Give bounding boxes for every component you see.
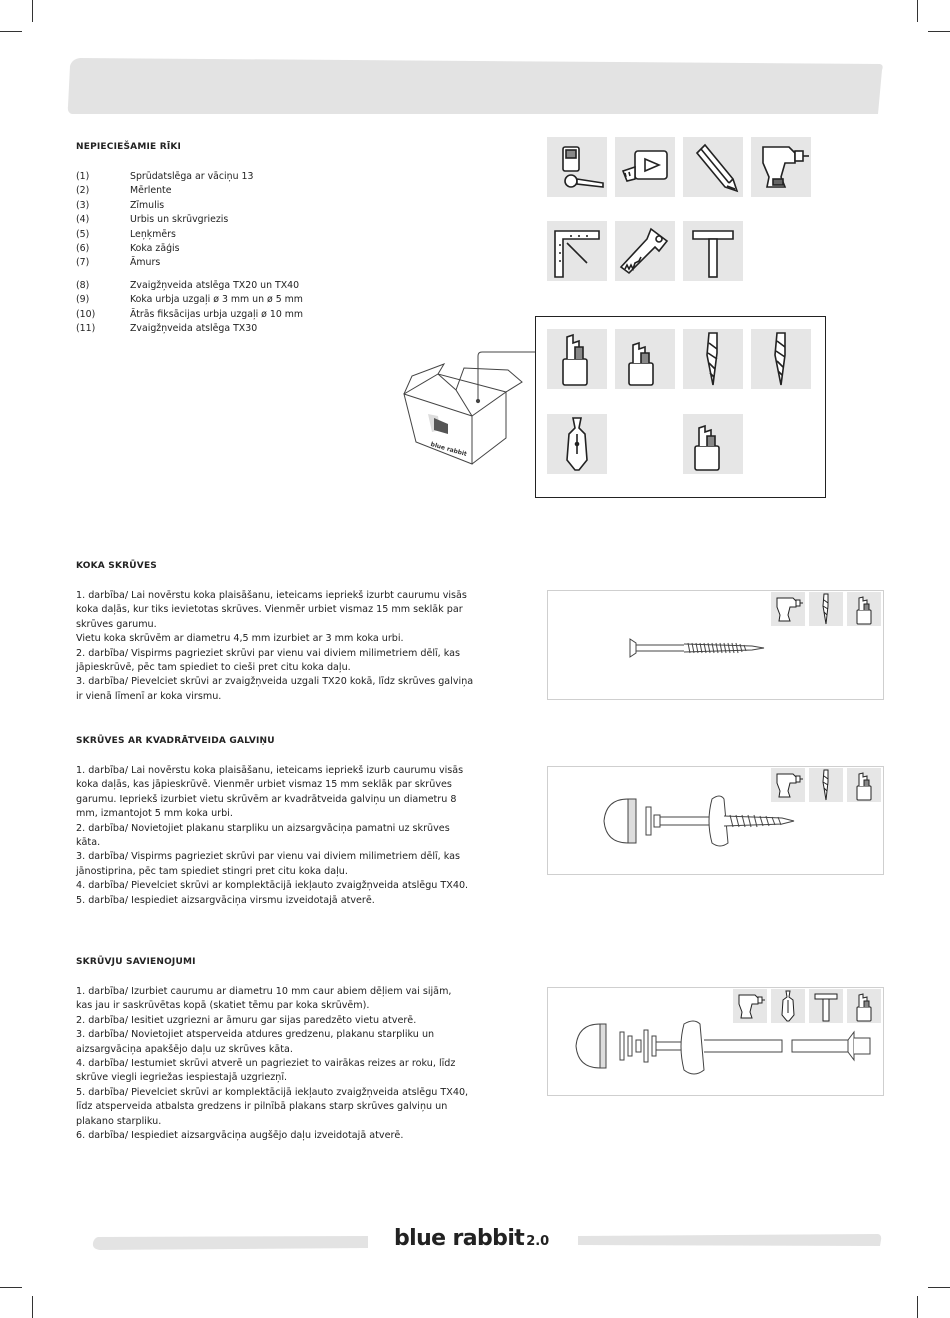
text-line: kāta. bbox=[76, 837, 101, 849]
drill-driver-icon bbox=[771, 768, 805, 802]
list-item: (1) Sprūdatslēga ar vāciņu 13 bbox=[76, 171, 254, 182]
drill-driver-icon bbox=[751, 137, 811, 197]
text-line: koka daļās, kur tiks ievietotas skrūves. Vienmēr urbiet vismaz 15 mm seklāk par bbox=[76, 604, 463, 616]
crop-mark bbox=[928, 1287, 950, 1288]
text-line: 5. darbība/ Iespiediet aizsargvāciņa virsmu izveidotajā atverē. bbox=[76, 894, 375, 906]
spade-bit-icon bbox=[547, 414, 607, 474]
crop-mark bbox=[917, 1296, 918, 1318]
wood-screw-icon bbox=[626, 633, 766, 663]
brand-name: blue rabbit bbox=[394, 1226, 525, 1251]
square-ruler-icon bbox=[547, 221, 607, 281]
text-line: 4. darbība/ Iestumiet skrūvi atverē un pagrieziet to vairākas reizes ar roku, līdz bbox=[76, 1058, 456, 1070]
text-line: 1. darbība/ Lai novērstu koka plaisāšanu, ieteicams iepriekš izurbt caurumu visās bbox=[76, 590, 467, 601]
list-item: (6) Koka zāģis bbox=[76, 242, 180, 254]
tools-list bbox=[76, 170, 303, 336]
footer-bar-right bbox=[578, 1234, 882, 1246]
crop-mark bbox=[32, 0, 33, 22]
socket-wrench-icon bbox=[547, 137, 607, 197]
text-line: 3. darbība/ Vispirms pagrieziet skrūvi par vienu vai diviem milimetriem dēlī, kas bbox=[76, 851, 461, 863]
drill-bit-icon bbox=[809, 592, 843, 626]
pencil-icon bbox=[683, 137, 743, 197]
text-line: mm, izmantojot 5 mm koka urbi. bbox=[76, 808, 233, 820]
text-line: 6. darbība/ Iespiediet aizsargvāciņa augšējo daļu izveidotajā atverē. bbox=[76, 1130, 404, 1142]
joints-heading: SKRŪVJU SAVIENOJUMI bbox=[76, 957, 196, 967]
text-line: 3. darbība/ Novietojiet atsperveida atdures gredzenu, plakanu starpliku un bbox=[76, 1029, 435, 1041]
text-line: 2. darbība/ Vispirms pagrieziet skrūvi par vienu vai diviem milimetriem dēlī, kas bbox=[76, 647, 461, 659]
text-line: 4. darbība/ Pievelciet skrūvi ar komplektācijā iekļauto zvaigžņveida atslēgu TX40. bbox=[76, 880, 469, 892]
list-item: (11) Zvaigžņveida atslēga TX30 bbox=[76, 322, 258, 334]
torx-bit-icon bbox=[547, 329, 607, 389]
square-head-text bbox=[76, 764, 476, 908]
list-item: (10) Ātrās fiksācijas urbja uzgaļi ø 10 mm bbox=[76, 308, 304, 320]
text-line: līdz atsperveida atbalsta gredzens ir pilnībā plakans starp skrūves galviņu un bbox=[76, 1101, 448, 1113]
drill-bit-icon bbox=[683, 329, 743, 389]
list-item: (5) Leņķmērs bbox=[76, 228, 176, 240]
drill-bit-icon bbox=[809, 768, 843, 802]
tools-heading: NEPIECIEŠAMIE RĪKI bbox=[76, 142, 182, 152]
bolt-joint-icon bbox=[572, 1018, 882, 1082]
square-head-heading: SKRŪVES AR KVADRĀTVEIDA GALVIŅU bbox=[76, 736, 275, 746]
text-line: garumu. Iepriekš izurbiet vietu skrūvēm ar kvadrātveida galviņu un diametru 8 bbox=[76, 793, 457, 805]
brand-version: 2.0 bbox=[526, 1234, 550, 1249]
torx-bit-icon bbox=[615, 329, 675, 389]
text-line: 1. darbība/ Izurbiet caurumu ar diametru 10 mm caur abiem dēļiem vai sijām, bbox=[76, 986, 452, 997]
list-item: (7) Āmurs bbox=[76, 257, 161, 269]
joints-text bbox=[76, 985, 476, 1143]
drill-driver-icon bbox=[771, 592, 805, 626]
text-line: 3. darbība/ Pievelciet skrūvi ar zvaigžņveida uzgali TX20 kokā, līdz skrūves galviņa bbox=[76, 676, 474, 688]
torx-bit-icon bbox=[847, 989, 881, 1023]
list-item: (3) Zīmulis bbox=[76, 199, 165, 211]
crop-mark bbox=[928, 31, 950, 32]
text-line: jānostiprina, pēc tam spiediet stingri pret citu koka daļu. bbox=[76, 865, 348, 877]
crop-mark bbox=[917, 0, 918, 22]
header-band bbox=[66, 56, 884, 116]
text-line: 2. darbība/ Iesitiet uzgriezni ar āmuru gar sijas paredzēto vietu atverē. bbox=[76, 1014, 417, 1026]
wood-screws-text bbox=[76, 589, 476, 704]
square-head-screw-icon bbox=[600, 785, 800, 857]
tape-measure-icon bbox=[615, 137, 675, 197]
text-line: Vietu koka skrūvēm ar diametru 4,5 mm izurbiet ar 3 mm koka urbi. bbox=[76, 633, 404, 645]
saw-icon bbox=[615, 221, 675, 281]
box-illustration bbox=[398, 346, 538, 470]
text-line: kas jau ir saskrūvētas kopā (skatiet tēmu par koka skrūvēm). bbox=[76, 1000, 370, 1012]
footer-bar-left bbox=[92, 1236, 368, 1250]
list-item: (2) Mērlente bbox=[76, 185, 172, 197]
text-line: koka daļās, kas jāpieskrūvē. Vienmēr urbiet vismaz 15 mm seklāk par skrūves bbox=[76, 779, 452, 791]
text-line: 1. darbība/ Lai novērstu koka plaisāšanu, ieteicams iepriekš izurb caurumu visās bbox=[76, 765, 464, 776]
drill-bit-icon bbox=[751, 329, 811, 389]
list-item: (8) Zvaigžņveida atslēga TX20 un TX40 bbox=[76, 279, 300, 291]
text-line: skrūves garumu. bbox=[76, 618, 157, 630]
torx-bit-icon bbox=[683, 414, 743, 474]
torx-bit-icon bbox=[847, 592, 881, 626]
brand-logo bbox=[394, 1226, 549, 1251]
hammer-icon bbox=[809, 989, 843, 1023]
text-line: jāpieskrūvē, pēc tam spiediet to cieši pret citu koka daļu. bbox=[76, 662, 351, 674]
text-line: skrūve viegli iegriežas iespiestajā uzgriezņī. bbox=[76, 1072, 288, 1084]
text-line: ir vienā līmenī ar koka virsmu. bbox=[76, 690, 222, 702]
crop-mark bbox=[32, 1296, 33, 1318]
hammer-icon bbox=[683, 221, 743, 281]
text-line: plakano starpliku. bbox=[76, 1115, 162, 1127]
torx-bit-icon bbox=[847, 768, 881, 802]
wood-screws-heading: KOKA SKRŪVES bbox=[76, 561, 157, 571]
text-line: 5. darbība/ Pievelciet skrūvi ar komplektācijā iekļauto zvaigžņveida atslēgu TX40, bbox=[76, 1086, 469, 1098]
drill-driver-icon bbox=[733, 989, 767, 1023]
spade-bit-icon bbox=[771, 989, 805, 1023]
list-item: (9) Koka urbja uzgaļi ø 3 mm un ø 5 mm bbox=[76, 294, 303, 306]
text-line: 2. darbība/ Novietojiet plakanu starpliku un aizsargvāciņa pamatni uz skrūves bbox=[76, 822, 450, 834]
crop-mark bbox=[0, 1287, 22, 1288]
list-item: (4) Urbis un skrūvgriezis bbox=[76, 214, 229, 226]
text-line: aizsargvāciņa apakšējo daļu uz skrūves kāta. bbox=[76, 1043, 293, 1055]
crop-mark bbox=[0, 31, 22, 32]
box-label: blue rabbit bbox=[429, 440, 468, 459]
